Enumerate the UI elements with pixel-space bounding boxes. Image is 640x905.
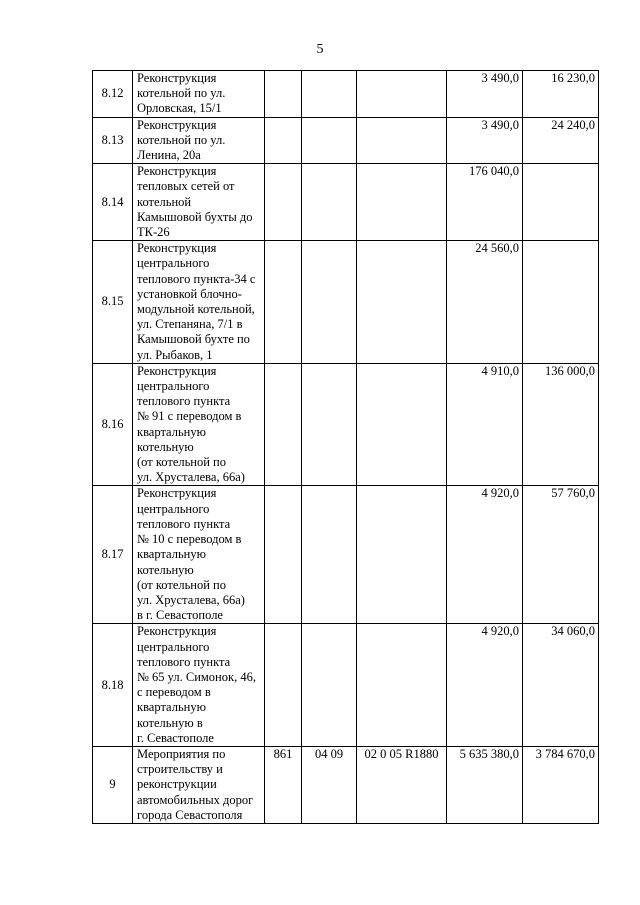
description-line: в г. Севастополе [137, 608, 223, 623]
description-line: теплового пункта-34 с [137, 271, 256, 286]
table-row [93, 241, 599, 364]
description-line: котельную [137, 439, 194, 454]
row-description-cell [133, 71, 265, 118]
description-line: Реконструкция [137, 363, 217, 378]
row-description-cell [133, 486, 265, 624]
description-line: Мероприятия по [137, 746, 226, 761]
row-kbk-cell [265, 71, 302, 118]
description-line: Реконструкция [137, 117, 217, 132]
row-description-cell [133, 117, 265, 164]
description-line: Реконструкция [137, 164, 217, 179]
description-line: квартальную [137, 700, 206, 715]
row-sum1-cell: 3 490,0 [447, 117, 523, 164]
description-line: ТК-26 [137, 225, 170, 240]
row-kbk-cell [265, 624, 302, 747]
row-sum2-cell [523, 164, 599, 241]
row-number-cell: 8.13 [93, 117, 133, 164]
row-target-cell [357, 71, 447, 118]
row-sum1-cell: 4 920,0 [447, 624, 523, 747]
description-line: Реконструкция [137, 241, 217, 256]
description-line: котельную в [137, 715, 203, 730]
description-line: центрального [137, 501, 210, 516]
budget-table [92, 70, 599, 824]
description-line: центрального [137, 379, 210, 394]
description-line: квартальную [137, 547, 206, 562]
description-line: автомобильных дорог [137, 792, 254, 807]
description-line: теплового пункта [137, 654, 231, 669]
row-description-cell [133, 746, 265, 823]
row-number-cell: 8.17 [93, 486, 133, 624]
row-sum1-cell: 4 910,0 [447, 363, 523, 486]
description-line: ул. Степаняна, 7/1 в [137, 317, 243, 332]
row-section-cell [302, 241, 357, 364]
row-section-cell: 04 09 [302, 746, 357, 823]
description-line: ул. Хрусталева, 66а) [137, 470, 245, 485]
table-row [93, 746, 599, 823]
description-line: Ленина, 20а [137, 148, 201, 163]
row-sum1-cell: 3 490,0 [447, 71, 523, 118]
description-line: котельной [137, 194, 192, 209]
table-row [93, 117, 599, 164]
row-section-cell [302, 164, 357, 241]
row-description-cell [133, 164, 265, 241]
description-line: центрального [137, 639, 210, 654]
description-line: № 65 ул. Симонок, 46, [137, 669, 256, 684]
description-line: теплового пункта [137, 516, 231, 531]
row-sum1-cell: 24 560,0 [447, 241, 523, 364]
row-number-cell: 8.12 [93, 71, 133, 118]
description-line: котельную [137, 562, 194, 577]
description-line: ул. Рыбаков, 1 [137, 347, 213, 362]
row-section-cell [302, 363, 357, 486]
table-row [93, 624, 599, 747]
row-sum2-cell: 136 000,0 [523, 363, 599, 486]
description-line: тепловых сетей от [137, 179, 235, 194]
row-kbk-cell [265, 117, 302, 164]
row-sum2-cell [523, 241, 599, 364]
row-sum2-cell: 57 760,0 [523, 486, 599, 624]
row-sum2-cell: 24 240,0 [523, 117, 599, 164]
description-line: теплового пункта [137, 394, 231, 409]
description-line: реконструкции [137, 777, 217, 792]
description-line: (от котельной по [137, 577, 227, 592]
row-description-cell [133, 363, 265, 486]
row-number-cell: 8.15 [93, 241, 133, 364]
row-kbk-cell: 861 [265, 746, 302, 823]
table-row [93, 486, 599, 624]
row-section-cell [302, 117, 357, 164]
row-sum2-cell: 16 230,0 [523, 71, 599, 118]
table-row [93, 164, 599, 241]
description-line: города Севастополя [137, 807, 243, 822]
row-target-cell [357, 164, 447, 241]
row-target-cell: 02 0 05 R1880 [357, 746, 447, 823]
row-section-cell [302, 71, 357, 118]
row-sum1-cell: 4 920,0 [447, 486, 523, 624]
row-kbk-cell [265, 363, 302, 486]
row-target-cell [357, 241, 447, 364]
description-line: строительству и [137, 762, 223, 777]
description-line: ул. Хрусталева, 66а) [137, 592, 245, 607]
row-section-cell [302, 486, 357, 624]
row-target-cell [357, 486, 447, 624]
row-sum2-cell: 34 060,0 [523, 624, 599, 747]
row-description-cell [133, 241, 265, 364]
description-line: (от котельной по [137, 455, 227, 470]
description-line: котельной по ул. [137, 132, 226, 147]
description-line: № 10 с переводом в [137, 532, 242, 547]
table-body [93, 71, 599, 824]
row-number-cell: 8.16 [93, 363, 133, 486]
row-target-cell [357, 624, 447, 747]
row-number-cell: 8.18 [93, 624, 133, 747]
row-number-cell: 8.14 [93, 164, 133, 241]
description-line: Реконструкция [137, 624, 217, 639]
row-target-cell [357, 363, 447, 486]
table-row [93, 71, 599, 118]
row-target-cell [357, 117, 447, 164]
description-line: г. Севастополе [137, 730, 214, 745]
description-line: установкой блочно- [137, 286, 242, 301]
row-sum2-cell: 3 784 670,0 [523, 746, 599, 823]
row-description-cell [133, 624, 265, 747]
table-row [93, 363, 599, 486]
row-number-cell: 9 [93, 746, 133, 823]
description-line: квартальную [137, 424, 206, 439]
description-line: Реконструкция [137, 71, 217, 85]
description-line: Орловская, 15/1 [137, 101, 222, 116]
description-line: с переводом в [137, 685, 211, 700]
description-line: модульной котельной, [137, 302, 255, 317]
page-number: 5 [316, 42, 324, 57]
row-section-cell [302, 624, 357, 747]
row-sum1-cell: 5 635 380,0 [447, 746, 523, 823]
description-line: Реконструкция [137, 486, 217, 501]
row-kbk-cell [265, 486, 302, 624]
description-line: Камышовой бухты до [137, 209, 253, 224]
row-kbk-cell [265, 241, 302, 364]
row-sum1-cell: 176 040,0 [447, 164, 523, 241]
description-line: центрального [137, 256, 210, 271]
description-line: № 91 с переводом в [137, 409, 242, 424]
row-kbk-cell [265, 164, 302, 241]
description-line: Камышовой бухте по [137, 332, 250, 347]
description-line: котельной по ул. [137, 86, 226, 101]
